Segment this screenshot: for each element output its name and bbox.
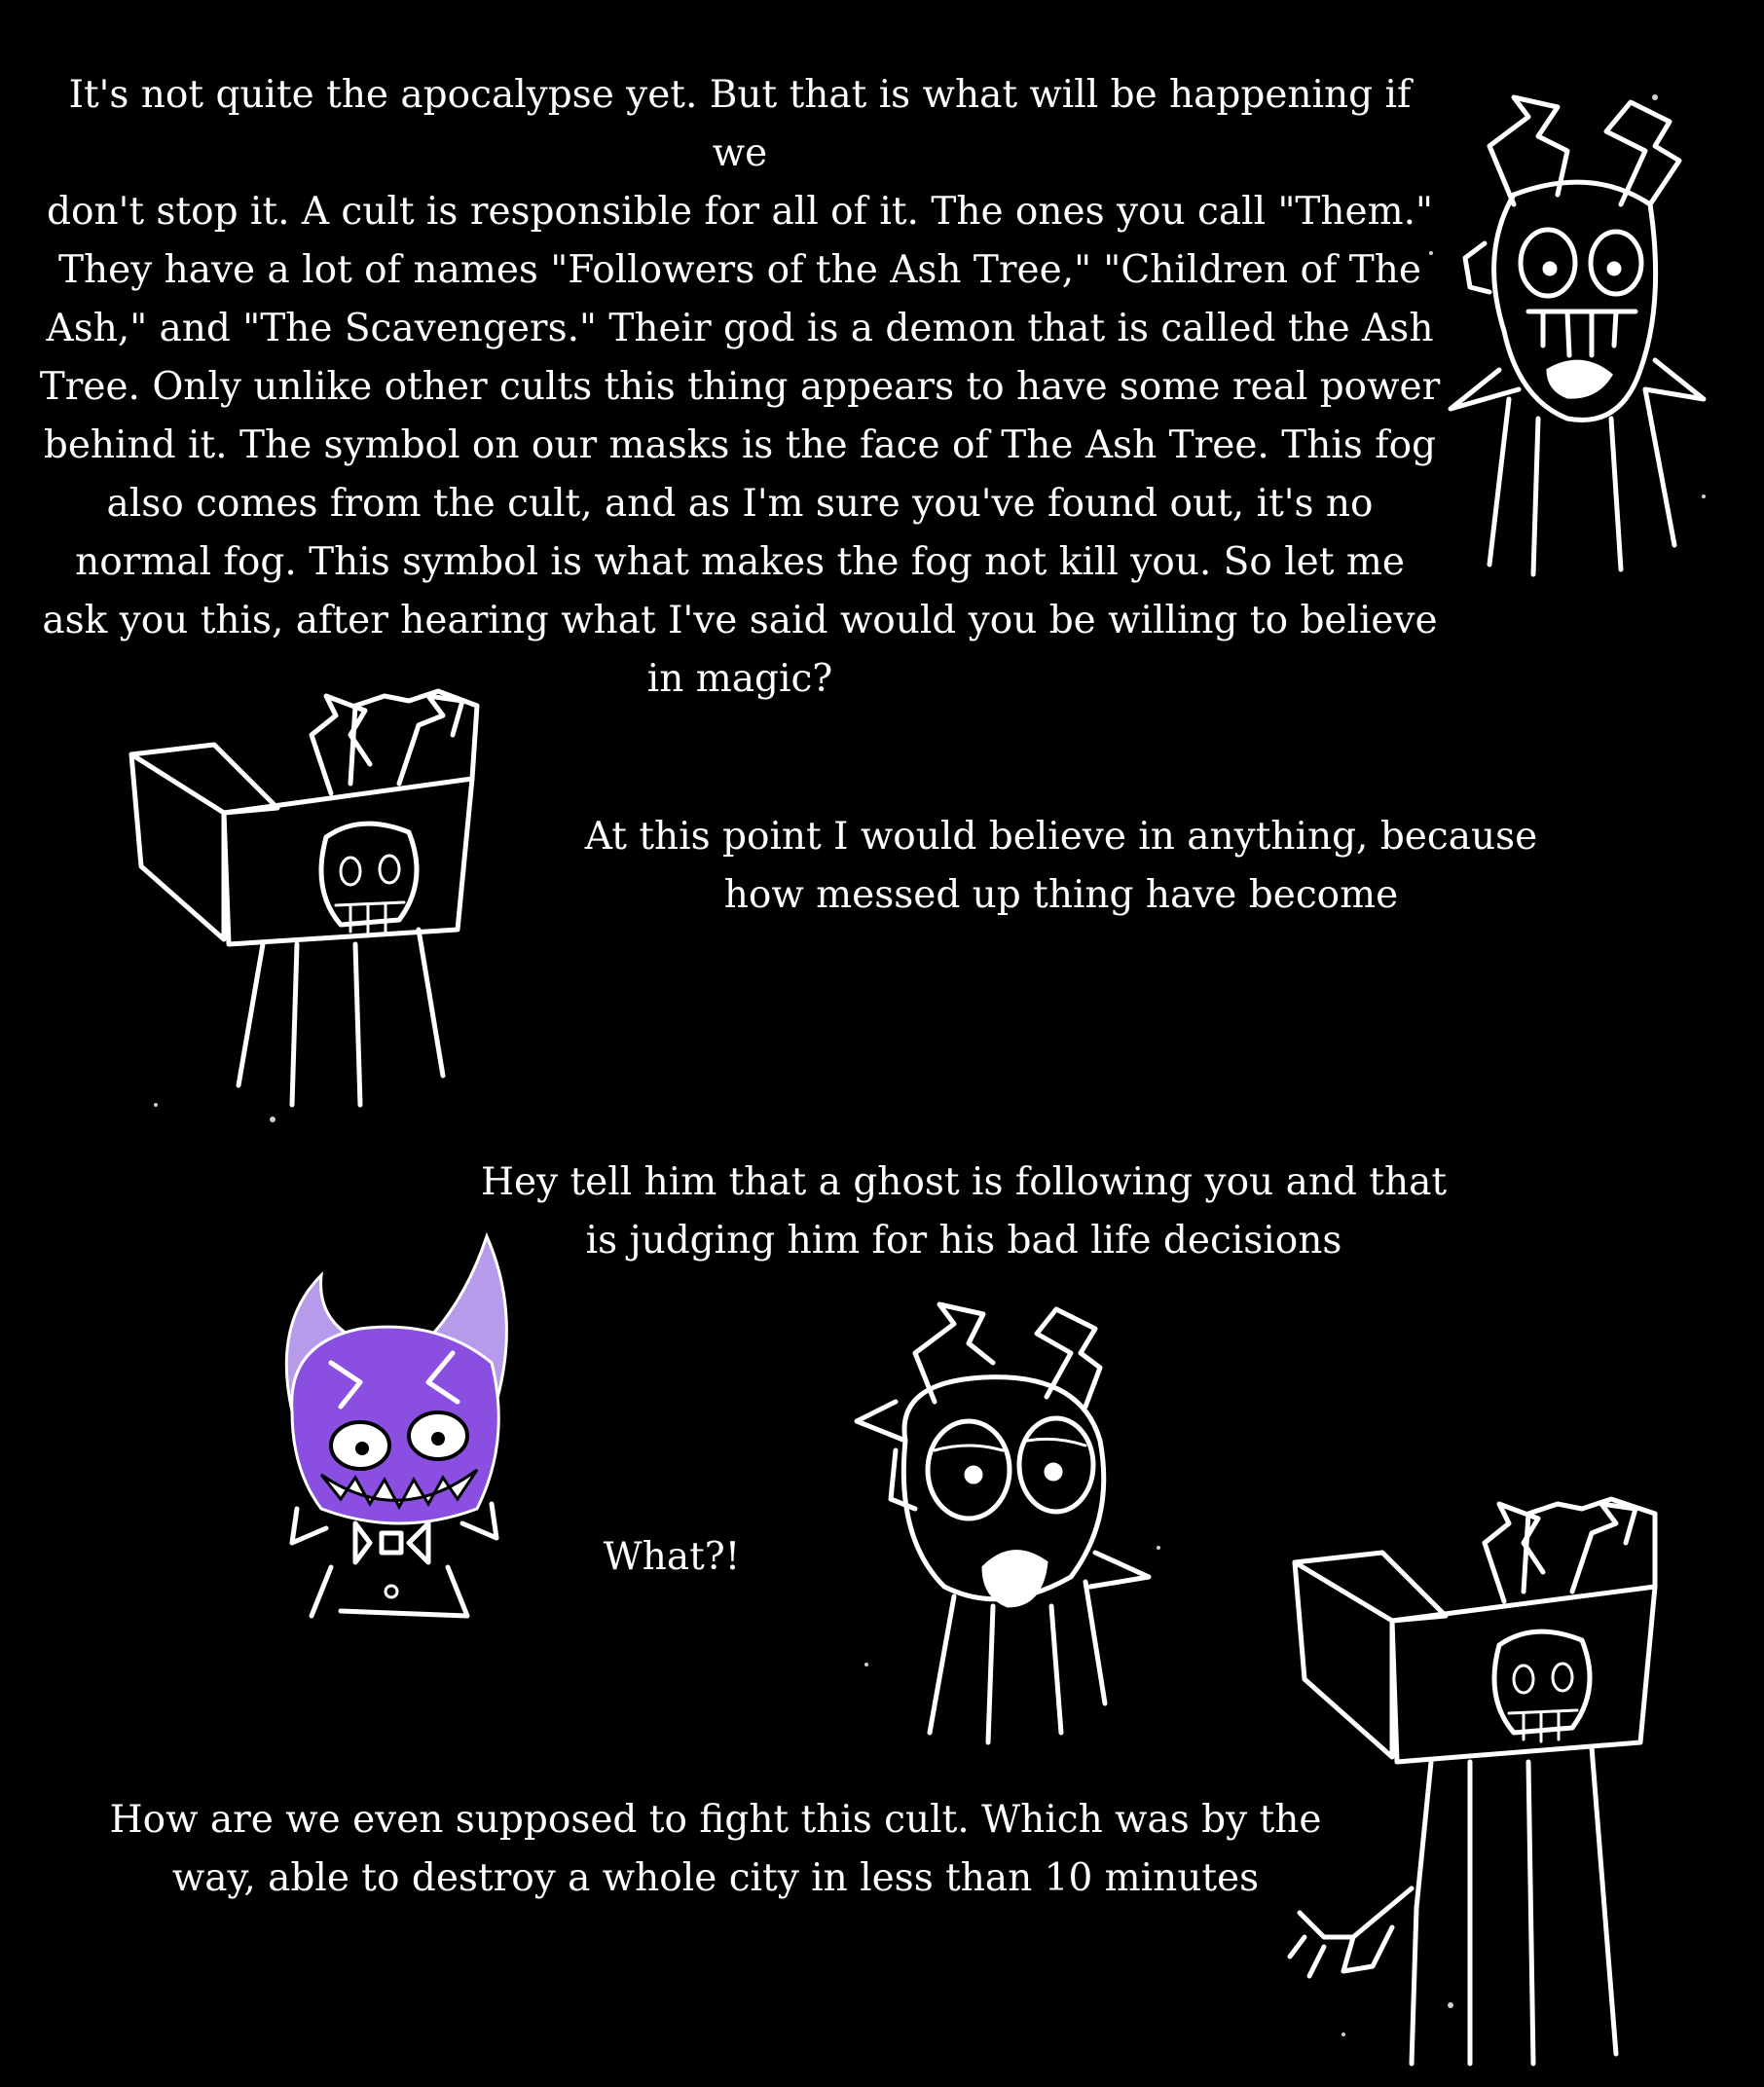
cultist-surprise-text: What?!: [603, 1535, 741, 1579]
box-head-reply-text: At this point I would believe in anything, because how messed up thing have become: [584, 815, 1538, 917]
masked-cultist-surprised-figure: [837, 1295, 1178, 1752]
cultist-speech-text: It's not quite the apocalypse yet. But that is what will be happening if we don't stop it. A cult is responsible for all of it. The ones you call "Them." They have a lot of names "Followers of the Ash Tree," "Children of The Ash," and "The Scavengers." Their god is a demon that is called the Ash Tree. Only unlike other cults this thing appears to have some real power behind it. The symbol on our masks is the face of The Ash Tree. This fog also comes from the cult, and as I'm sure you've found out, it's no normal fog. This symbol is what makes the fog not kill you. So let me ask you this, after hearing what I've said would you be willing to believe in magic?: [39, 73, 1441, 701]
box-head-question-text: How are we even supposed to fight this cult. Which was by the way, able to destroy a whole city in less than 10 minutes: [109, 1798, 1322, 1900]
box-head-figure-2: [1285, 1480, 1743, 2073]
ghost-figure: [273, 1217, 526, 1626]
box-head-figure-1: [117, 677, 506, 1144]
masked-cultist-figure: [1412, 78, 1733, 584]
ghost-suggestion-text: Hey tell him that a ghost is following you and that is judging him for his bad life decisions: [480, 1160, 1448, 1263]
